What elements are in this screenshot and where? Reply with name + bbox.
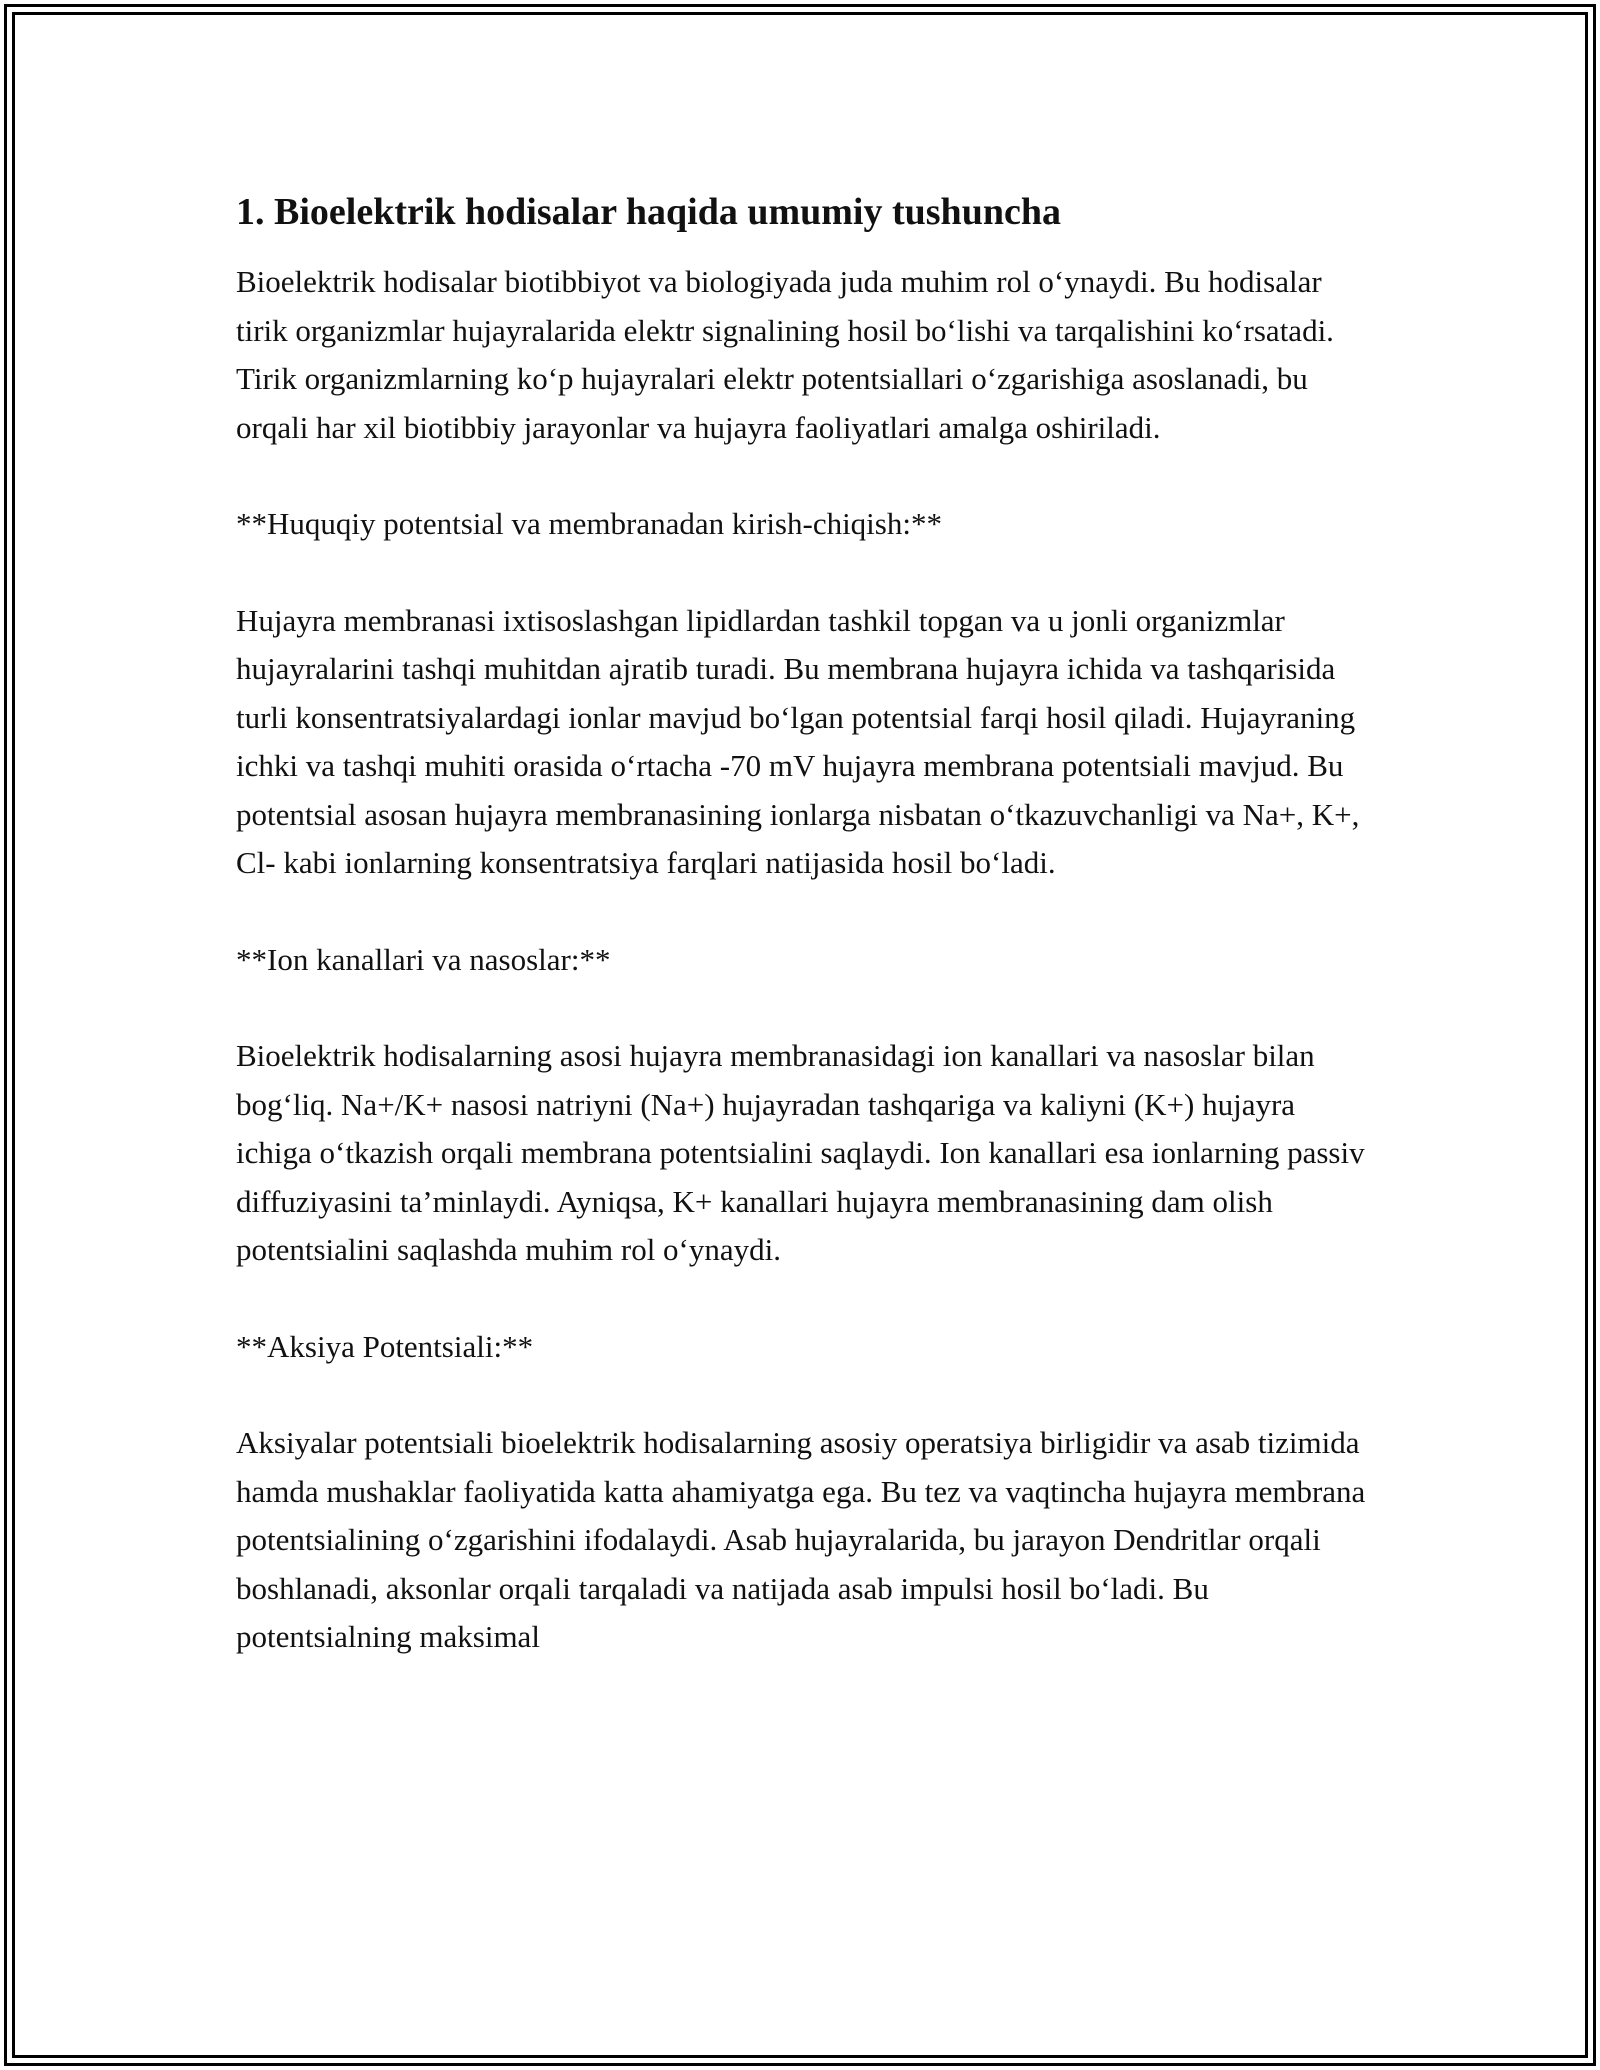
subheading-ion-channels: **Ion kanallari va nasoslar:**	[236, 941, 611, 977]
intro-paragraph: Bioelektrik hodisalar biotibbiyot va biologiyada juda muhim rol o‘ynaydi. Bu hodisalar tirik organizmlar hujayralarida elektr signalining hosil bo‘lishi va tarqalishini ko‘rsatadi. Tirik organizmlarning ko‘p hujayralari elektr potentsiallari o‘zgarishiga asoslanadi, bu orqali har xil biotibbiy jarayonlar va hujayra faoliyatlari amalga oshiriladi.	[236, 264, 1334, 445]
document-body	[236, 188, 1366, 1710]
section-heading: 1. Bioelektrik hodisalar haqida umumiy tushuncha	[236, 191, 1061, 233]
membrane-paragraph: Hujayra membranasi ixtisoslashgan lipidlardan tashkil topgan va u jonli organizmlar hujayralarini tashqi muhitdan ajratib turadi. Bu membrana hujayra ichida va tashqarisida turli konsentratsiyalardagi ionlar mavjud bo‘lgan potentsial farqi hosil qiladi. Hujayraning ichki va tashqi muhiti orasida o‘rtacha -70 mV hujayra membrana potentsiali mavjud. Bu potentsial asosan hujayra membranasining ionlarga nisbatan o‘tkazuvchanligi va Na+, K+, Cl- kabi ionlarning konsentratsiya farqlari natijasida hosil bo‘ladi.	[236, 602, 1360, 880]
subheading-action-potential: **Aksiya Potentsiali:**	[236, 1328, 534, 1364]
action-potential-paragraph: Aksiyalar potentsiali bioelektrik hodisalarning asosiy operatsiya birligidir va asab tizimida hamda mushaklar faoliyatida katta ahamiyatga ega. Bu tez va vaqtincha hujayra membrana potentsialining o‘zgarishini ifodalaydi. Asab hujayralarida, bu jarayon Dendritlar orqali boshlanadi, aksonlar orqali tarqaladi va natijada asab impulsi hosil bo‘ladi. Bu potentsialning maksimal	[236, 1425, 1366, 1654]
ion-channels-paragraph: Bioelektrik hodisalarning asosi hujayra membranasidagi ion kanallari va nasoslar bilan bog‘liq. Na+/K+ nasosi natriyni (Na+) hujayradan tashqariga va kaliyni (K+) hujayra ichiga o‘tkazish orqali membrana potentsialini saqlaydi. Ion kanallari esa ionlarning passiv diffuziyasini ta’minlaydi. Ayniqsa, K+ kanallari hujayra membranasining dam olish potentsialini saqlashda muhim rol o‘ynaydi.	[236, 1038, 1365, 1267]
subheading-membrane-potential: **Huquqiy potentsial va membranadan kirish-chiqish:**	[236, 506, 942, 541]
